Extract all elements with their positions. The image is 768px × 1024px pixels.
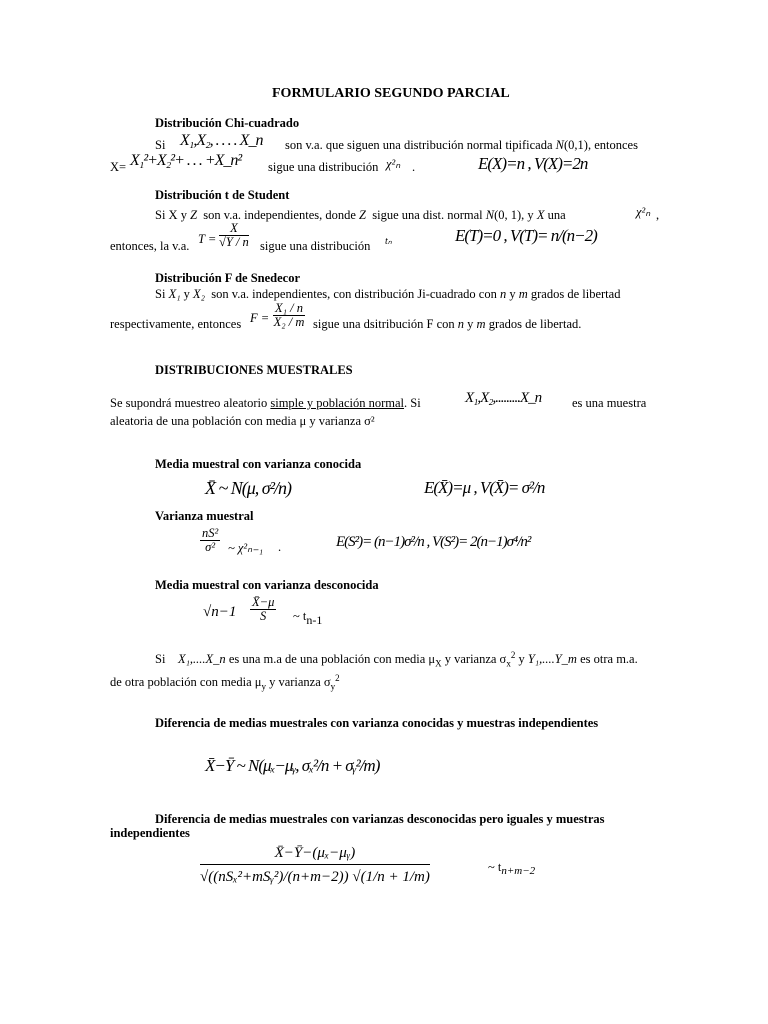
tstud-comma: , — [656, 208, 660, 222]
media-conocida-ev: E(X̄)=μ , V(X̄)= σ²/n — [424, 478, 545, 497]
fsned-f-num: X₁ / n — [275, 301, 303, 315]
chi-expectation-variance: E(X)=n , V(X)=2n — [478, 154, 588, 173]
varianza-ev: E(S²)= (n−1)σ²/n , V(S²)= 2(n−1)σ⁴/n² — [336, 534, 531, 550]
media-desconocida-heading: Media muestral con varianza desconocida — [155, 578, 379, 592]
varianza-dist: ~ χ²ₙ₋₁ — [228, 541, 264, 555]
fsned-text2: respectivamente, entonces — [110, 317, 242, 331]
tstud-line1: Si X y Z son v.a. independientes, donde Z sigue una dist. normal N(0, 1), y X una — [155, 208, 566, 222]
tstud-chi-symbol: χ²ₙ — [636, 205, 651, 219]
varianza-den: σ² — [205, 540, 216, 554]
tstud-text3: sigue una distribución — [260, 239, 371, 253]
chi-sumsq: X₁²+X₂²+ . . . +X_n² — [130, 152, 242, 169]
muestrales-p2: aleatoria de una población con media μ y varianza σ² — [110, 414, 375, 428]
chi-text1: son v.a. que siguen una distribución normal tipificada N(0,1), entonces — [285, 138, 638, 152]
media-desconocida-num: X̄−μ — [252, 595, 275, 609]
dif-desconocidas-dist: ~ tn+m−2 — [488, 860, 536, 877]
chi-vars: X₁,X₂, . . . . X_n — [180, 132, 263, 149]
muestrales-p1c: es una muestra — [572, 396, 647, 410]
tstud-t-den: √Y / n — [219, 235, 249, 249]
varianza-fraction — [200, 527, 220, 554]
media-desconocida-fraction — [250, 596, 276, 623]
chi-si: Si — [155, 138, 166, 152]
fsned-f-fraction — [273, 302, 305, 329]
fsned-f-den: X₂ / m — [273, 315, 305, 329]
tstud-expectation-variance: E(T)=0 , V(T)= n/(n−2) — [455, 226, 597, 245]
tstud-heading: Distribución t de Student — [155, 188, 290, 202]
fsned-f-eq: F = — [250, 311, 270, 325]
dif-desconocidas-heading: Diferencia de medias muestrales con varianzas desconocidas pero iguales y muestras — [155, 812, 605, 826]
media-desconocida-den: S — [260, 609, 267, 623]
tstud-t-fraction — [219, 222, 249, 249]
chi-text2: sigue una distribución — [268, 160, 379, 174]
varianza-dot: . — [278, 540, 282, 554]
media-desconocida-sqrt: √n−1 — [203, 604, 237, 620]
varianza-heading: Varianza muestral — [155, 509, 254, 523]
dos-muestras-line2: de otra población con media $\mu_y$ y varianza $\sigma_y^2$ — [110, 673, 340, 692]
media-conocida-dist: X̄ ~ N(μ, σ²/n) — [205, 478, 292, 498]
chi-xeq: X= — [110, 160, 127, 174]
tstud-text2: entonces, la v.a. — [110, 239, 190, 253]
muestrales-p1: Se supondrá muestreo aleatorio simple y población normal. Si — [110, 396, 421, 410]
tstud-tn: tₙ — [385, 236, 392, 247]
tstud-t-num: X — [219, 222, 249, 236]
fsned-line1: Si X₁ y X₂ son v.a. independientes, con distribución Ji-cuadrado con n y m grados de libertad — [155, 287, 621, 301]
dif-desconocidas-den: √((nSₓ²+mSᵧ²)/(n+m−2)) √(1/n + 1/m) — [200, 869, 430, 885]
fsned-heading: Distribución F de Snedecor — [155, 271, 301, 285]
muestrales-heading: DISTRIBUCIONES MUESTRALES — [155, 363, 353, 377]
dif-desconocidas-heading2: independientes — [110, 826, 190, 840]
media-desconocida-dist: ~ tn-1 — [293, 609, 323, 627]
chi-period: . — [412, 160, 416, 174]
dif-desconocidas-num: X̄−Ȳ−(μₓ−μᵧ) — [200, 842, 430, 865]
chi-symbol: χ²ₙ — [386, 157, 401, 171]
fsned-text3: sigue una dsitribución F con n y m grados de libertad. — [313, 317, 582, 331]
varianza-num: nS² — [202, 526, 219, 540]
page-title: FORMULARIO SEGUNDO PARCIAL — [272, 86, 510, 101]
dif-conocidas-eq: X̄−Ȳ ~ N(μₓ−μᵧ, σₓ²/n + σᵧ²/m) — [205, 756, 380, 775]
tstud-t-eq: T = — [198, 232, 217, 246]
chi-heading: Distribución Chi-cuadrado — [155, 116, 300, 130]
muestrales-sample: X₁,X₂,.........X_n — [465, 390, 542, 406]
dif-desconocidas-fraction — [200, 842, 430, 889]
dos-muestras-line1: Si X₁,....X_n es una m.a de una población con media $\mu_X$ y varianza $\sigma_x^2$ y Y₁,....Y_m es otra m.a. — [155, 650, 638, 669]
dif-conocidas-heading: Diferencia de medias muestrales con varianza conocidas y muestras independientes — [155, 716, 599, 730]
media-conocida-heading: Media muestral con varianza conocida — [155, 457, 362, 471]
